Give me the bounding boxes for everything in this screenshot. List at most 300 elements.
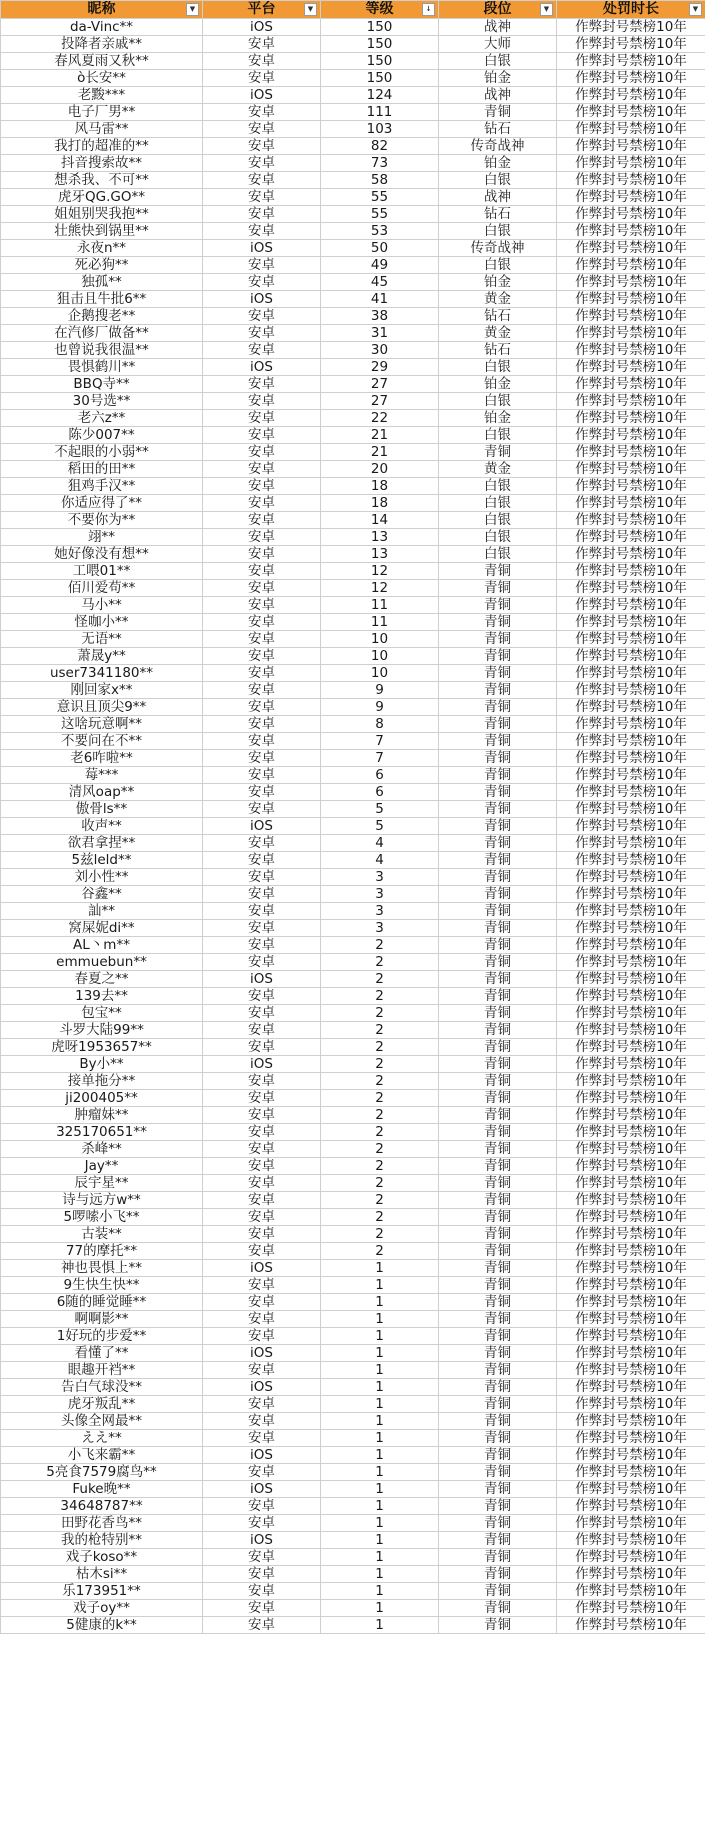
cell-penalty[interactable]: 作弊封号禁榜10年 <box>557 1226 705 1243</box>
cell-level[interactable]: 13 <box>321 529 439 546</box>
cell-penalty[interactable]: 作弊封号禁榜10年 <box>557 1209 705 1226</box>
cell-platform[interactable]: 安卓 <box>203 325 321 342</box>
cell-level[interactable]: 1 <box>321 1328 439 1345</box>
cell-rank[interactable]: 青铜 <box>439 1226 557 1243</box>
cell-rank[interactable]: 青铜 <box>439 1447 557 1464</box>
cell-platform[interactable]: 安卓 <box>203 155 321 172</box>
cell-rank[interactable]: 青铜 <box>439 1294 557 1311</box>
cell-level[interactable]: 2 <box>321 1192 439 1209</box>
cell-level[interactable]: 2 <box>321 1107 439 1124</box>
cell-penalty[interactable]: 作弊封号禁榜10年 <box>557 461 705 478</box>
cell-rank[interactable]: 青铜 <box>439 1498 557 1515</box>
cell-nickname[interactable]: 想杀我、不可** <box>1 172 203 189</box>
cell-nickname[interactable]: 死必狗** <box>1 257 203 274</box>
cell-platform[interactable]: 安卓 <box>203 1022 321 1039</box>
cell-platform[interactable]: 安卓 <box>203 546 321 563</box>
cell-platform[interactable]: 安卓 <box>203 1362 321 1379</box>
cell-rank[interactable]: 白银 <box>439 172 557 189</box>
cell-nickname[interactable]: 139去** <box>1 988 203 1005</box>
cell-nickname[interactable]: 刚回家x** <box>1 682 203 699</box>
cell-nickname[interactable]: Jay** <box>1 1158 203 1175</box>
cell-penalty[interactable]: 作弊封号禁榜10年 <box>557 971 705 988</box>
cell-penalty[interactable]: 作弊封号禁榜10年 <box>557 1056 705 1073</box>
cell-penalty[interactable]: 作弊封号禁榜10年 <box>557 529 705 546</box>
cell-level[interactable]: 150 <box>321 53 439 70</box>
cell-nickname[interactable]: 古装** <box>1 1226 203 1243</box>
cell-nickname[interactable]: 不要你为** <box>1 512 203 529</box>
cell-penalty[interactable]: 作弊封号禁榜10年 <box>557 937 705 954</box>
cell-level[interactable]: 55 <box>321 206 439 223</box>
cell-rank[interactable]: 青铜 <box>439 1396 557 1413</box>
cell-platform[interactable]: 安卓 <box>203 954 321 971</box>
cell-penalty[interactable]: 作弊封号禁榜10年 <box>557 1294 705 1311</box>
cell-penalty[interactable]: 作弊封号禁榜10年 <box>557 240 705 257</box>
cell-nickname[interactable]: 她好像没有想** <box>1 546 203 563</box>
cell-rank[interactable]: 黄金 <box>439 325 557 342</box>
cell-platform[interactable]: iOS <box>203 818 321 835</box>
cell-rank[interactable]: 青铜 <box>439 1209 557 1226</box>
filter-dropdown-icon[interactable]: ▼ <box>689 3 702 16</box>
cell-penalty[interactable]: 作弊封号禁榜10年 <box>557 1600 705 1617</box>
cell-platform[interactable]: 安卓 <box>203 733 321 750</box>
cell-platform[interactable]: iOS <box>203 1345 321 1362</box>
cell-level[interactable]: 150 <box>321 36 439 53</box>
cell-penalty[interactable]: 作弊封号禁榜10年 <box>557 444 705 461</box>
cell-nickname[interactable]: 春风夏雨又秋** <box>1 53 203 70</box>
cell-level[interactable]: 2 <box>321 1175 439 1192</box>
cell-rank[interactable]: 青铜 <box>439 1073 557 1090</box>
cell-level[interactable]: 53 <box>321 223 439 240</box>
cell-platform[interactable]: 安卓 <box>203 699 321 716</box>
cell-rank[interactable]: 钻石 <box>439 342 557 359</box>
cell-nickname[interactable]: AL丶m** <box>1 937 203 954</box>
cell-level[interactable]: 12 <box>321 563 439 580</box>
cell-nickname[interactable]: 325170651** <box>1 1124 203 1141</box>
cell-penalty[interactable]: 作弊封号禁榜10年 <box>557 665 705 682</box>
cell-platform[interactable]: 安卓 <box>203 1243 321 1260</box>
cell-penalty[interactable]: 作弊封号禁榜10年 <box>557 1328 705 1345</box>
cell-rank[interactable]: 青铜 <box>439 1464 557 1481</box>
cell-level[interactable]: 7 <box>321 750 439 767</box>
cell-level[interactable]: 2 <box>321 1226 439 1243</box>
cell-level[interactable]: 9 <box>321 699 439 716</box>
cell-nickname[interactable]: 怪咖小** <box>1 614 203 631</box>
cell-nickname[interactable]: 神也畏惧上** <box>1 1260 203 1277</box>
cell-platform[interactable]: 安卓 <box>203 1294 321 1311</box>
cell-platform[interactable]: 安卓 <box>203 53 321 70</box>
cell-rank[interactable]: 战神 <box>439 87 557 104</box>
cell-platform[interactable]: 安卓 <box>203 393 321 410</box>
cell-level[interactable]: 21 <box>321 444 439 461</box>
cell-level[interactable]: 11 <box>321 614 439 631</box>
cell-penalty[interactable]: 作弊封号禁榜10年 <box>557 954 705 971</box>
cell-level[interactable]: 2 <box>321 1209 439 1226</box>
cell-platform[interactable]: 安卓 <box>203 1549 321 1566</box>
cell-level[interactable]: 6 <box>321 784 439 801</box>
cell-penalty[interactable]: 作弊封号禁榜10年 <box>557 699 705 716</box>
cell-penalty[interactable]: 作弊封号禁榜10年 <box>557 1413 705 1430</box>
cell-level[interactable]: 3 <box>321 869 439 886</box>
cell-rank[interactable]: 青铜 <box>439 104 557 121</box>
cell-platform[interactable]: 安卓 <box>203 631 321 648</box>
cell-level[interactable]: 9 <box>321 682 439 699</box>
cell-level[interactable]: 2 <box>321 954 439 971</box>
cell-penalty[interactable]: 作弊封号禁榜10年 <box>557 1243 705 1260</box>
filter-dropdown-icon[interactable]: ▼ <box>540 3 553 16</box>
cell-penalty[interactable]: 作弊封号禁榜10年 <box>557 478 705 495</box>
cell-level[interactable]: 5 <box>321 818 439 835</box>
cell-nickname[interactable]: BBQ寺** <box>1 376 203 393</box>
cell-platform[interactable]: 安卓 <box>203 1328 321 1345</box>
cell-platform[interactable]: 安卓 <box>203 563 321 580</box>
cell-platform[interactable]: 安卓 <box>203 1430 321 1447</box>
cell-level[interactable]: 21 <box>321 427 439 444</box>
cell-rank[interactable]: 青铜 <box>439 1362 557 1379</box>
cell-penalty[interactable]: 作弊封号禁榜10年 <box>557 1447 705 1464</box>
cell-nickname[interactable]: 告白气球没** <box>1 1379 203 1396</box>
cell-level[interactable]: 30 <box>321 342 439 359</box>
cell-rank[interactable]: 青铜 <box>439 869 557 886</box>
cell-nickname[interactable]: 翊** <box>1 529 203 546</box>
cell-level[interactable]: 82 <box>321 138 439 155</box>
cell-penalty[interactable]: 作弊封号禁榜10年 <box>557 1124 705 1141</box>
cell-nickname[interactable]: 姐姐别哭我抱** <box>1 206 203 223</box>
cell-penalty[interactable]: 作弊封号禁榜10年 <box>557 495 705 512</box>
cell-penalty[interactable]: 作弊封号禁榜10年 <box>557 1022 705 1039</box>
cell-platform[interactable]: 安卓 <box>203 1226 321 1243</box>
cell-rank[interactable]: 青铜 <box>439 988 557 1005</box>
cell-rank[interactable]: 青铜 <box>439 1345 557 1362</box>
cell-rank[interactable]: 青铜 <box>439 1413 557 1430</box>
cell-penalty[interactable]: 作弊封号禁榜10年 <box>557 1039 705 1056</box>
cell-nickname[interactable]: 戏子oy** <box>1 1600 203 1617</box>
cell-nickname[interactable]: 虎牙QG.GO** <box>1 189 203 206</box>
cell-rank[interactable]: 青铜 <box>439 1566 557 1583</box>
cell-penalty[interactable]: 作弊封号禁榜10年 <box>557 835 705 852</box>
cell-rank[interactable]: 白银 <box>439 427 557 444</box>
cell-platform[interactable]: 安卓 <box>203 1277 321 1294</box>
cell-level[interactable]: 2 <box>321 1073 439 1090</box>
cell-level[interactable]: 58 <box>321 172 439 189</box>
cell-platform[interactable]: 安卓 <box>203 886 321 903</box>
cell-rank[interactable]: 青铜 <box>439 682 557 699</box>
cell-platform[interactable]: 安卓 <box>203 903 321 920</box>
cell-level[interactable]: 4 <box>321 835 439 852</box>
cell-nickname[interactable]: 5兹leld** <box>1 852 203 869</box>
cell-level[interactable]: 2 <box>321 1158 439 1175</box>
cell-nickname[interactable]: 在汽修厂做备** <box>1 325 203 342</box>
cell-nickname[interactable]: 9生快生快** <box>1 1277 203 1294</box>
cell-penalty[interactable]: 作弊封号禁榜10年 <box>557 886 705 903</box>
cell-rank[interactable]: 白银 <box>439 257 557 274</box>
cell-rank[interactable]: 青铜 <box>439 1260 557 1277</box>
cell-rank[interactable]: 青铜 <box>439 1617 557 1634</box>
cell-penalty[interactable]: 作弊封号禁榜10年 <box>557 1498 705 1515</box>
cell-nickname[interactable]: 30号选** <box>1 393 203 410</box>
cell-rank[interactable]: 青铜 <box>439 631 557 648</box>
cell-rank[interactable]: 青铜 <box>439 1005 557 1022</box>
cell-nickname[interactable]: 眼趣开裆** <box>1 1362 203 1379</box>
cell-platform[interactable]: 安卓 <box>203 869 321 886</box>
cell-nickname[interactable]: 企鹅搜老** <box>1 308 203 325</box>
cell-platform[interactable]: 安卓 <box>203 342 321 359</box>
cell-platform[interactable]: 安卓 <box>203 376 321 393</box>
cell-level[interactable]: 10 <box>321 648 439 665</box>
cell-penalty[interactable]: 作弊封号禁榜10年 <box>557 223 705 240</box>
cell-level[interactable]: 2 <box>321 1124 439 1141</box>
cell-penalty[interactable]: 作弊封号禁榜10年 <box>557 682 705 699</box>
cell-level[interactable]: 1 <box>321 1566 439 1583</box>
cell-rank[interactable]: 青铜 <box>439 1158 557 1175</box>
cell-penalty[interactable]: 作弊封号禁榜10年 <box>557 869 705 886</box>
cell-platform[interactable]: 安卓 <box>203 784 321 801</box>
cell-penalty[interactable]: 作弊封号禁榜10年 <box>557 155 705 172</box>
cell-rank[interactable]: 青铜 <box>439 1141 557 1158</box>
cell-rank[interactable]: 青铜 <box>439 1124 557 1141</box>
cell-nickname[interactable]: 老黢*** <box>1 87 203 104</box>
cell-nickname[interactable]: 看懂了** <box>1 1345 203 1362</box>
cell-platform[interactable]: 安卓 <box>203 223 321 240</box>
cell-platform[interactable]: 安卓 <box>203 1515 321 1532</box>
cell-level[interactable]: 27 <box>321 376 439 393</box>
cell-nickname[interactable]: 投降者亲戚** <box>1 36 203 53</box>
cell-penalty[interactable]: 作弊封号禁榜10年 <box>557 563 705 580</box>
cell-platform[interactable]: 安卓 <box>203 410 321 427</box>
cell-rank[interactable]: 青铜 <box>439 1192 557 1209</box>
cell-nickname[interactable]: 畏惧鹤川** <box>1 359 203 376</box>
cell-nickname[interactable]: 清风oap** <box>1 784 203 801</box>
cell-nickname[interactable]: 狙击且牛批6** <box>1 291 203 308</box>
cell-penalty[interactable]: 作弊封号禁榜10年 <box>557 903 705 920</box>
cell-penalty[interactable]: 作弊封号禁榜10年 <box>557 1515 705 1532</box>
cell-platform[interactable]: iOS <box>203 971 321 988</box>
cell-rank[interactable]: 青铜 <box>439 580 557 597</box>
cell-rank[interactable]: 铂金 <box>439 155 557 172</box>
cell-rank[interactable]: 青铜 <box>439 1532 557 1549</box>
cell-level[interactable]: 29 <box>321 359 439 376</box>
cell-nickname[interactable]: 包宝** <box>1 1005 203 1022</box>
cell-platform[interactable]: 安卓 <box>203 1396 321 1413</box>
cell-rank[interactable]: 青铜 <box>439 1277 557 1294</box>
cell-platform[interactable]: 安卓 <box>203 512 321 529</box>
cell-penalty[interactable]: 作弊封号禁榜10年 <box>557 1073 705 1090</box>
cell-penalty[interactable]: 作弊封号禁榜10年 <box>557 1396 705 1413</box>
cell-penalty[interactable]: 作弊封号禁榜10年 <box>557 206 705 223</box>
cell-penalty[interactable]: 作弊封号禁榜10年 <box>557 376 705 393</box>
cell-rank[interactable]: 白银 <box>439 529 557 546</box>
cell-level[interactable]: 103 <box>321 121 439 138</box>
cell-platform[interactable]: 安卓 <box>203 206 321 223</box>
cell-nickname[interactable]: 我打的超准的** <box>1 138 203 155</box>
cell-level[interactable]: 2 <box>321 1005 439 1022</box>
cell-level[interactable]: 7 <box>321 733 439 750</box>
cell-penalty[interactable]: 作弊封号禁榜10年 <box>557 631 705 648</box>
cell-platform[interactable]: 安卓 <box>203 648 321 665</box>
cell-penalty[interactable]: 作弊封号禁榜10年 <box>557 87 705 104</box>
cell-nickname[interactable]: 电子厂男** <box>1 104 203 121</box>
cell-rank[interactable]: 青铜 <box>439 801 557 818</box>
cell-penalty[interactable]: 作弊封号禁榜10年 <box>557 70 705 87</box>
cell-platform[interactable]: 安卓 <box>203 529 321 546</box>
cell-nickname[interactable]: 马小** <box>1 597 203 614</box>
cell-penalty[interactable]: 作弊封号禁榜10年 <box>557 1277 705 1294</box>
cell-rank[interactable]: 青铜 <box>439 1243 557 1260</box>
cell-penalty[interactable]: 作弊封号禁榜10年 <box>557 1345 705 1362</box>
cell-penalty[interactable]: 作弊封号禁榜10年 <box>557 53 705 70</box>
cell-nickname[interactable]: 老6咋啦** <box>1 750 203 767</box>
cell-platform[interactable]: 安卓 <box>203 308 321 325</box>
cell-nickname[interactable]: 田野花香鸟** <box>1 1515 203 1532</box>
cell-rank[interactable]: 青铜 <box>439 767 557 784</box>
cell-platform[interactable]: iOS <box>203 1260 321 1277</box>
cell-nickname[interactable]: 萧晟y** <box>1 648 203 665</box>
cell-penalty[interactable]: 作弊封号禁榜10年 <box>557 1141 705 1158</box>
cell-platform[interactable]: 安卓 <box>203 1566 321 1583</box>
cell-platform[interactable]: iOS <box>203 1379 321 1396</box>
cell-rank[interactable]: 青铜 <box>439 937 557 954</box>
cell-nickname[interactable]: 独孤** <box>1 274 203 291</box>
cell-penalty[interactable]: 作弊封号禁榜10年 <box>557 1362 705 1379</box>
cell-rank[interactable]: 青铜 <box>439 1039 557 1056</box>
cell-nickname[interactable]: 收声** <box>1 818 203 835</box>
cell-nickname[interactable]: Fuke晚** <box>1 1481 203 1498</box>
cell-level[interactable]: 50 <box>321 240 439 257</box>
cell-platform[interactable]: 安卓 <box>203 1090 321 1107</box>
cell-rank[interactable]: 青铜 <box>439 1328 557 1345</box>
cell-rank[interactable]: 白银 <box>439 546 557 563</box>
cell-rank[interactable]: 青铜 <box>439 1583 557 1600</box>
cell-rank[interactable]: 钻石 <box>439 121 557 138</box>
cell-penalty[interactable]: 作弊封号禁榜10年 <box>557 274 705 291</box>
cell-rank[interactable]: 白银 <box>439 393 557 410</box>
cell-level[interactable]: 2 <box>321 1022 439 1039</box>
cell-penalty[interactable]: 作弊封号禁榜10年 <box>557 138 705 155</box>
cell-rank[interactable]: 战神 <box>439 19 557 36</box>
header-nickname[interactable] <box>1 1 203 19</box>
cell-penalty[interactable]: 作弊封号禁榜10年 <box>557 597 705 614</box>
cell-penalty[interactable]: 作弊封号禁榜10年 <box>557 801 705 818</box>
cell-penalty[interactable]: 作弊封号禁榜10年 <box>557 1192 705 1209</box>
cell-rank[interactable]: 白银 <box>439 478 557 495</box>
cell-penalty[interactable]: 作弊封号禁榜10年 <box>557 36 705 53</box>
cell-level[interactable]: 124 <box>321 87 439 104</box>
cell-nickname[interactable]: 谷鑫** <box>1 886 203 903</box>
cell-nickname[interactable]: user7341180** <box>1 665 203 682</box>
cell-penalty[interactable]: 作弊封号禁榜10年 <box>557 172 705 189</box>
cell-level[interactable]: 31 <box>321 325 439 342</box>
cell-rank[interactable]: 大师 <box>439 36 557 53</box>
cell-rank[interactable]: 青铜 <box>439 1107 557 1124</box>
cell-penalty[interactable]: 作弊封号禁榜10年 <box>557 104 705 121</box>
cell-platform[interactable]: 安卓 <box>203 36 321 53</box>
cell-platform[interactable]: 安卓 <box>203 1175 321 1192</box>
cell-penalty[interactable]: 作弊封号禁榜10年 <box>557 750 705 767</box>
cell-level[interactable]: 22 <box>321 410 439 427</box>
cell-nickname[interactable]: 乐173951** <box>1 1583 203 1600</box>
cell-platform[interactable]: 安卓 <box>203 1311 321 1328</box>
cell-nickname[interactable]: 啊啊影** <box>1 1311 203 1328</box>
cell-rank[interactable]: 白银 <box>439 512 557 529</box>
cell-penalty[interactable]: 作弊封号禁榜10年 <box>557 325 705 342</box>
cell-penalty[interactable]: 作弊封号禁榜10年 <box>557 393 705 410</box>
cell-level[interactable]: 49 <box>321 257 439 274</box>
cell-level[interactable]: 1 <box>321 1447 439 1464</box>
cell-platform[interactable]: 安卓 <box>203 767 321 784</box>
cell-level[interactable]: 20 <box>321 461 439 478</box>
cell-rank[interactable]: 青铜 <box>439 1549 557 1566</box>
cell-level[interactable]: 3 <box>321 886 439 903</box>
cell-nickname[interactable]: emmuebun** <box>1 954 203 971</box>
cell-nickname[interactable]: ji200405** <box>1 1090 203 1107</box>
cell-platform[interactable]: 安卓 <box>203 1073 321 1090</box>
cell-level[interactable]: 38 <box>321 308 439 325</box>
cell-level[interactable]: 18 <box>321 478 439 495</box>
cell-penalty[interactable]: 作弊封号禁榜10年 <box>557 818 705 835</box>
cell-platform[interactable]: 安卓 <box>203 274 321 291</box>
cell-penalty[interactable]: 作弊封号禁榜10年 <box>557 1532 705 1549</box>
cell-level[interactable]: 2 <box>321 1090 439 1107</box>
cell-penalty[interactable]: 作弊封号禁榜10年 <box>557 512 705 529</box>
cell-nickname[interactable]: 6随的睡觉睡** <box>1 1294 203 1311</box>
cell-level[interactable]: 2 <box>321 1243 439 1260</box>
cell-nickname[interactable]: 5啰嗦小飞** <box>1 1209 203 1226</box>
cell-rank[interactable]: 黄金 <box>439 291 557 308</box>
cell-level[interactable]: 150 <box>321 70 439 87</box>
cell-nickname[interactable]: 陈少007** <box>1 427 203 444</box>
cell-penalty[interactable]: 作弊封号禁榜10年 <box>557 121 705 138</box>
cell-platform[interactable]: 安卓 <box>203 580 321 597</box>
sort-descending-filter-icon[interactable]: ↓ <box>422 3 435 16</box>
cell-penalty[interactable]: 作弊封号禁榜10年 <box>557 614 705 631</box>
cell-nickname[interactable]: 肿瘤妹** <box>1 1107 203 1124</box>
cell-rank[interactable]: 白银 <box>439 53 557 70</box>
cell-level[interactable]: 1 <box>321 1396 439 1413</box>
cell-platform[interactable]: 安卓 <box>203 750 321 767</box>
cell-rank[interactable]: 青铜 <box>439 699 557 716</box>
cell-platform[interactable]: 安卓 <box>203 988 321 1005</box>
cell-nickname[interactable]: 你适应得了** <box>1 495 203 512</box>
cell-level[interactable]: 1 <box>321 1583 439 1600</box>
cell-rank[interactable]: 黄金 <box>439 461 557 478</box>
cell-platform[interactable]: 安卓 <box>203 121 321 138</box>
cell-level[interactable]: 1 <box>321 1532 439 1549</box>
cell-nickname[interactable]: 意识且顶尖9** <box>1 699 203 716</box>
cell-level[interactable]: 1 <box>321 1549 439 1566</box>
cell-level[interactable]: 150 <box>321 19 439 36</box>
cell-rank[interactable]: 青铜 <box>439 597 557 614</box>
cell-platform[interactable]: 安卓 <box>203 1583 321 1600</box>
cell-rank[interactable]: 白银 <box>439 495 557 512</box>
cell-penalty[interactable]: 作弊封号禁榜10年 <box>557 1260 705 1277</box>
cell-nickname[interactable]: 狙鸡手汉** <box>1 478 203 495</box>
cell-platform[interactable]: 安卓 <box>203 138 321 155</box>
cell-level[interactable]: 27 <box>321 393 439 410</box>
cell-penalty[interactable]: 作弊封号禁榜10年 <box>557 1617 705 1634</box>
cell-level[interactable]: 1 <box>321 1379 439 1396</box>
cell-nickname[interactable]: 稻田的田** <box>1 461 203 478</box>
cell-level[interactable]: 13 <box>321 546 439 563</box>
cell-rank[interactable]: 青铜 <box>439 563 557 580</box>
cell-nickname[interactable]: 这啥玩意啊** <box>1 716 203 733</box>
cell-platform[interactable]: 安卓 <box>203 852 321 869</box>
cell-nickname[interactable]: 欲君拿捏** <box>1 835 203 852</box>
cell-penalty[interactable]: 作弊封号禁榜10年 <box>557 257 705 274</box>
cell-platform[interactable]: 安卓 <box>203 1413 321 1430</box>
cell-penalty[interactable]: 作弊封号禁榜10年 <box>557 1481 705 1498</box>
cell-platform[interactable]: 安卓 <box>203 257 321 274</box>
cell-penalty[interactable]: 作弊封号禁榜10年 <box>557 427 705 444</box>
cell-platform[interactable]: 安卓 <box>203 1005 321 1022</box>
